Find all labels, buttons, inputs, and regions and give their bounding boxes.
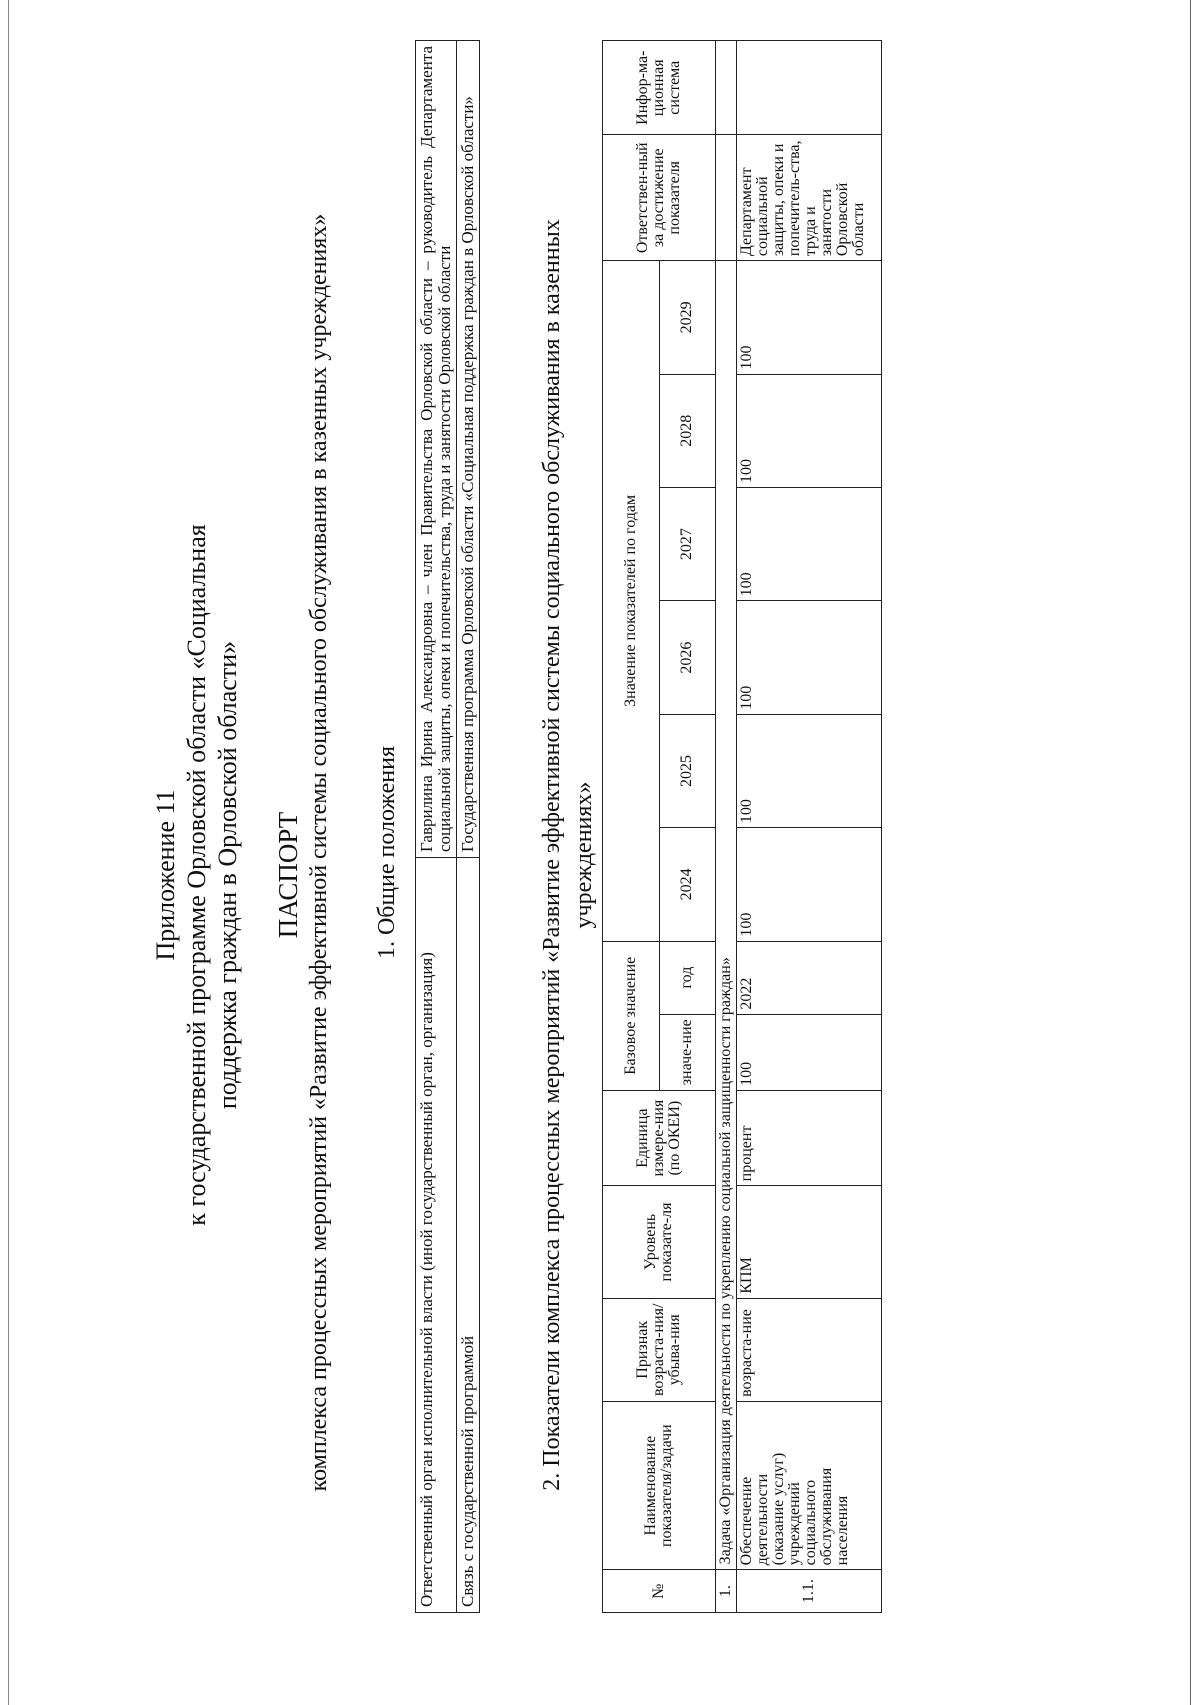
section2-heading-line2: учреждениях» <box>571 781 597 929</box>
responsible-body-value: Гаврилина Ирина Александровна – член Правительства Орловской области – руководитель Департамента социальной защиты, опеки и попечительства, труда и занятости Орловской области <box>416 41 457 858</box>
header-year-2024: 2024 <box>659 828 716 941</box>
appendix-program-name: поддержка граждан в Орловской области» <box>213 640 242 1110</box>
indicators-table <box>602 40 882 1613</box>
indicator-base-value: 100 <box>737 1014 882 1090</box>
indicator-value-2027: 100 <box>737 487 882 600</box>
indicator-value-2026: 100 <box>737 601 882 714</box>
header-num: № <box>603 1570 716 1613</box>
passport-subtitle: комплекса процессных мероприятий «Развитие эффективной системы социального обслуживания в казенных учреждениях» <box>306 213 332 1492</box>
appendix-program-line: к государственной программе Орловской области «Социальная <box>182 524 211 1226</box>
header-year-2028: 2028 <box>659 374 716 487</box>
header-level: Уровень показате-ля <box>603 1186 716 1298</box>
indicator-info-system <box>737 41 882 135</box>
program-link-value: Государственная программа Орловской области «Социальная поддержка граждан в Орловской области» <box>457 41 480 858</box>
header-year-2029: 2029 <box>659 261 716 374</box>
general-provisions-table <box>415 40 480 1613</box>
task-num: 1. <box>716 1570 737 1613</box>
header-year-2027: 2027 <box>659 487 716 600</box>
indicator-sign: возраста-ние <box>737 1298 882 1401</box>
indicator-level: КПМ <box>737 1186 882 1298</box>
section2-heading <box>536 205 600 1505</box>
passport-title: ПАСПОРТ <box>273 811 303 939</box>
indicator-base-year: 2022 <box>737 941 882 1014</box>
table-header-row <box>603 41 660 1613</box>
header-unit: Единица измере-ния (по ОКЕИ) <box>603 1090 716 1185</box>
table-row <box>457 41 480 1613</box>
indicator-value-2029: 100 <box>737 261 882 374</box>
header-sign: Признак возраста-ния/ убыва-ния <box>603 1298 716 1401</box>
indicator-value-2028: 100 <box>737 374 882 487</box>
header-year-2025: 2025 <box>659 714 716 827</box>
header-info-system: Инфор-ма-ционная система <box>603 41 716 135</box>
task-text: Задача «Организация деятельности по укреплению социальной защищенности граждан» <box>716 261 737 1570</box>
indicator-responsible: Департамент социальной защиты, опеки и попечитель-ства, труда и занятости Орловской области <box>737 135 882 261</box>
task-empty-cell <box>716 41 737 135</box>
header-values-by-year: Значение показателей по годам <box>603 261 660 941</box>
indicator-row <box>737 41 882 1613</box>
task-row <box>716 41 737 1613</box>
indicator-value-2025: 100 <box>737 714 882 827</box>
indicator-unit: процент <box>737 1090 882 1185</box>
header-responsible: Ответствен-ный за достижение показателя <box>603 135 716 261</box>
header-year-2026: 2026 <box>659 601 716 714</box>
program-link-label: Связь с государственной программой <box>457 858 480 1613</box>
task-empty-cell <box>716 135 737 261</box>
scan-edge-bottom <box>1190 0 1191 1705</box>
appendix-number: Приложение 11 <box>151 789 180 961</box>
indicator-name: Обеспечение деятельности (оказание услуг) учреждений социального обслуживания населения <box>737 1401 882 1569</box>
header-base: Базовое значение <box>603 941 660 1090</box>
header-base-year: год <box>659 941 716 1014</box>
indicator-num: 1.1. <box>737 1570 882 1613</box>
appendix-header <box>150 275 243 1475</box>
section2-heading-line1: 2. Показатели комплекса процессных мероприятий «Развитие эффективной системы социального обслуживания в казенных <box>539 219 565 1491</box>
header-base-value: значе-ние <box>659 1014 716 1090</box>
section1-heading: 1. Общие положения <box>374 745 400 960</box>
scan-edge-top <box>8 0 9 1705</box>
table-row <box>416 41 457 1613</box>
indicator-value-2024: 100 <box>737 828 882 941</box>
header-name: Наименование показателя/задачи <box>603 1401 716 1569</box>
responsible-body-label: Ответственный орган исполнительной власти (иной государственный орган, организация) <box>416 858 457 1613</box>
